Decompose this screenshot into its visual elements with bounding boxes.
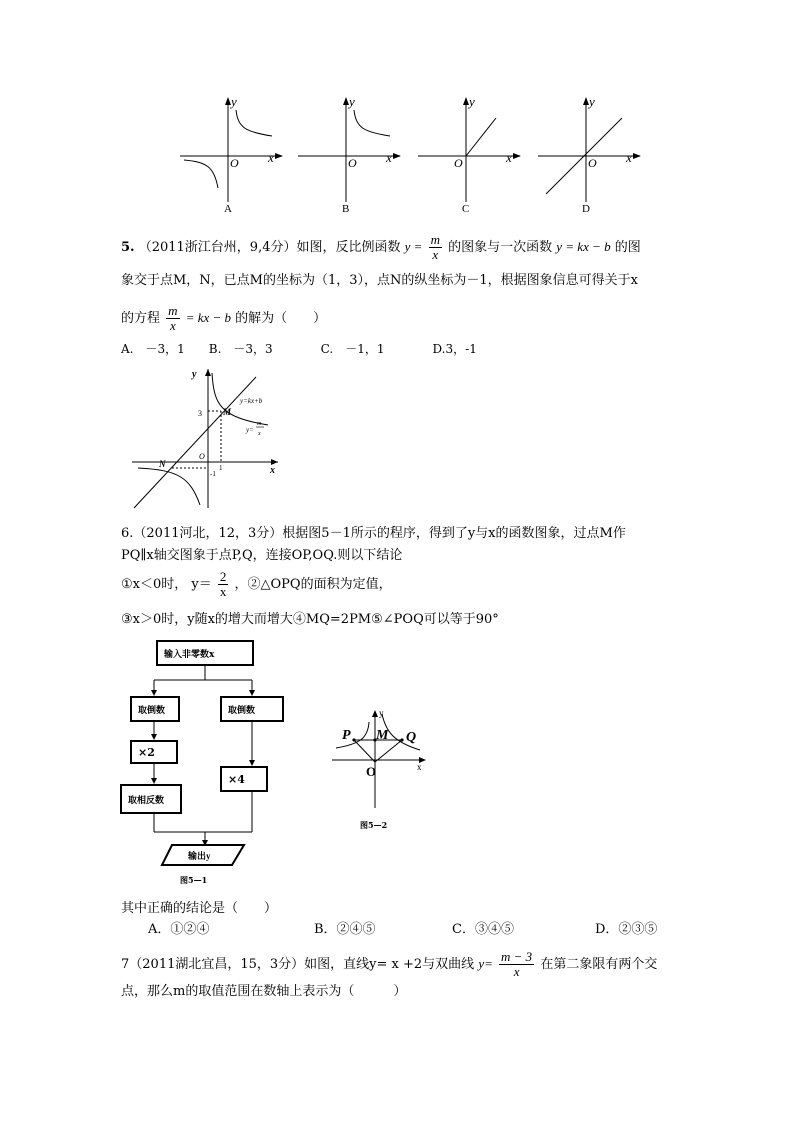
- q5-graph: [128, 365, 283, 510]
- graph-a-label: A: [224, 203, 232, 215]
- flow-left-reciprocal-label: 取倒数: [138, 705, 166, 716]
- q7-line2: 点，那么m的取值范围在数轴上表示为（ ）: [121, 984, 407, 999]
- q6-frac-num: 2: [219, 569, 227, 584]
- q7-fraction: [499, 950, 534, 979]
- flow-caption: 图5—1: [180, 875, 208, 885]
- q6-option-c: C．③④⑤: [452, 922, 514, 937]
- graph-b: [298, 94, 400, 215]
- q5-graph-hyp-label: y=: [246, 426, 254, 434]
- q6-line4: ③x＞0时，y随x的增大而增大④MQ=2PM⑤∠POQ可以等于90°: [121, 612, 499, 627]
- q5-frac-den: x: [432, 247, 439, 262]
- q7-frac-den: x: [513, 964, 520, 979]
- q6-fraction: [218, 570, 229, 599]
- q7-line1: [121, 950, 657, 979]
- q5-line3-den: x: [169, 318, 176, 333]
- q5-line1-b: 的图象与一次函数: [448, 240, 553, 255]
- q6-option-a: A．①②④: [148, 922, 210, 937]
- q5-graph-line-label: y=kx+b: [240, 397, 263, 405]
- graph-d-origin: O: [588, 156, 597, 170]
- q7-line1-a: 7（2011湖北宜昌，15，3分）如图，直线y= x +2与双曲线: [121, 957, 475, 972]
- q5-linear: y = kx − b: [556, 239, 611, 254]
- flow-times4-box: [220, 766, 268, 792]
- q5-frac-num: m: [430, 232, 440, 247]
- graph-c-x: x: [506, 150, 512, 165]
- q5-options: A. －3，1 B. －3，3 C. －1，1 D.3，-1: [121, 342, 477, 356]
- q5-line3-a: 的方程: [121, 311, 161, 326]
- graph-a-y: y: [231, 94, 237, 109]
- graph-b-origin: O: [348, 156, 357, 170]
- fig2-m: M: [376, 728, 389, 743]
- q5-graph-x: x: [270, 465, 275, 476]
- graph-d-y: y: [589, 94, 595, 109]
- fig2-x: x: [417, 762, 422, 772]
- q7-y: y=: [478, 956, 493, 971]
- q5-number: 5.: [121, 240, 135, 255]
- flow-times4-label: ×4: [228, 772, 245, 786]
- fig2-caption: 图5—2: [360, 820, 388, 830]
- graph-b-label: B: [342, 203, 350, 215]
- q5-graph-y: y: [192, 369, 197, 380]
- flow-times2-box: [130, 740, 178, 764]
- graph-a: [180, 94, 282, 215]
- q6-line3-b: ，②△OPQ的面积为定值，: [234, 577, 392, 592]
- q6-option-b: B．②④⑤: [314, 922, 376, 937]
- q5-y-eq: y =: [404, 239, 423, 254]
- q6-frac-den: x: [219, 584, 227, 599]
- graph-c-origin: O: [454, 156, 463, 170]
- graph-d: [538, 94, 640, 215]
- q5-graph-o: O: [199, 452, 205, 461]
- graph-a-x: x: [268, 150, 274, 165]
- flow-output-label: 输出y: [188, 851, 211, 861]
- q5-line3-fraction: [166, 304, 179, 333]
- q5-graph-three: 3: [198, 409, 202, 418]
- graph-c: [418, 94, 520, 215]
- q5-line3: [121, 304, 326, 333]
- flow-negate-box: [120, 784, 182, 814]
- graph-b-x: x: [386, 150, 392, 165]
- q5-fraction: [429, 233, 442, 262]
- graph-a-origin: O: [230, 156, 239, 170]
- fig2-q: Q: [406, 730, 417, 745]
- q6-line1: 6.（2011河北，12，3分）根据图5－1所示的程序，得到了y与x的函数图象，过点M作: [121, 526, 626, 541]
- fig2-o: O: [366, 764, 377, 779]
- q5-graph-n: N: [159, 459, 166, 469]
- option-graphs-row: [170, 92, 650, 217]
- q5-line3-b: 的解为（ ）: [235, 311, 327, 326]
- flow-times2-label: ×2: [138, 745, 155, 759]
- q5-line1-a: （2011浙江台州，9,4分）如图，反比例函数: [138, 240, 401, 255]
- flow-right-reciprocal-box: [220, 696, 284, 722]
- q6-conclusion: 其中正确的结论是（ ）: [121, 901, 278, 916]
- flow-left-reciprocal-box: [130, 696, 180, 722]
- q5-line1: [121, 233, 641, 262]
- fig-5-2: [330, 704, 430, 816]
- graph-d-label: D: [582, 203, 590, 215]
- fig2-p: P: [342, 728, 351, 743]
- q7-frac-num: m − 3: [501, 949, 533, 964]
- q5-line1-c: 的图: [614, 240, 641, 255]
- fig2-y: y: [379, 708, 384, 718]
- q5-graph-m: M: [223, 407, 232, 417]
- q5-graph-hyp-num: m: [257, 421, 262, 427]
- flow-input-box: [156, 640, 254, 666]
- flow-right-reciprocal-label: 取倒数: [228, 705, 256, 716]
- q6-line3-a: ①x＜0时， y＝: [121, 577, 212, 592]
- q5-line3-eq: = kx − b: [185, 310, 232, 325]
- graph-c-y: y: [469, 94, 475, 109]
- q5-line3-num: m: [168, 303, 178, 318]
- flow-input-label: 输入非零数x: [164, 649, 215, 660]
- q5-graph-neg-one: -1: [210, 470, 216, 478]
- graph-d-x: x: [626, 150, 632, 165]
- q5-graph-one: 1: [219, 464, 223, 472]
- q5-graph-hyp-den: x: [258, 431, 261, 437]
- q6-option-d: D．②③⑤: [595, 922, 658, 937]
- flow-output-shape: [160, 843, 246, 867]
- q6-line2: PQ∥x轴交图象于点P,Q，连接OP,OQ.则以下结论: [121, 548, 403, 563]
- graph-b-y: y: [349, 94, 355, 109]
- graph-c-label: C: [462, 203, 470, 215]
- flow-negate-label: 取相反数: [128, 795, 165, 806]
- q6-line3: [121, 570, 392, 599]
- q5-line2: 象交于点M，N，已点M的坐标为（1，3），点N的纵坐标为－1，根据图象信息可得关于x: [121, 273, 639, 288]
- q7-line1-b: 在第二象限有两个交: [540, 957, 658, 972]
